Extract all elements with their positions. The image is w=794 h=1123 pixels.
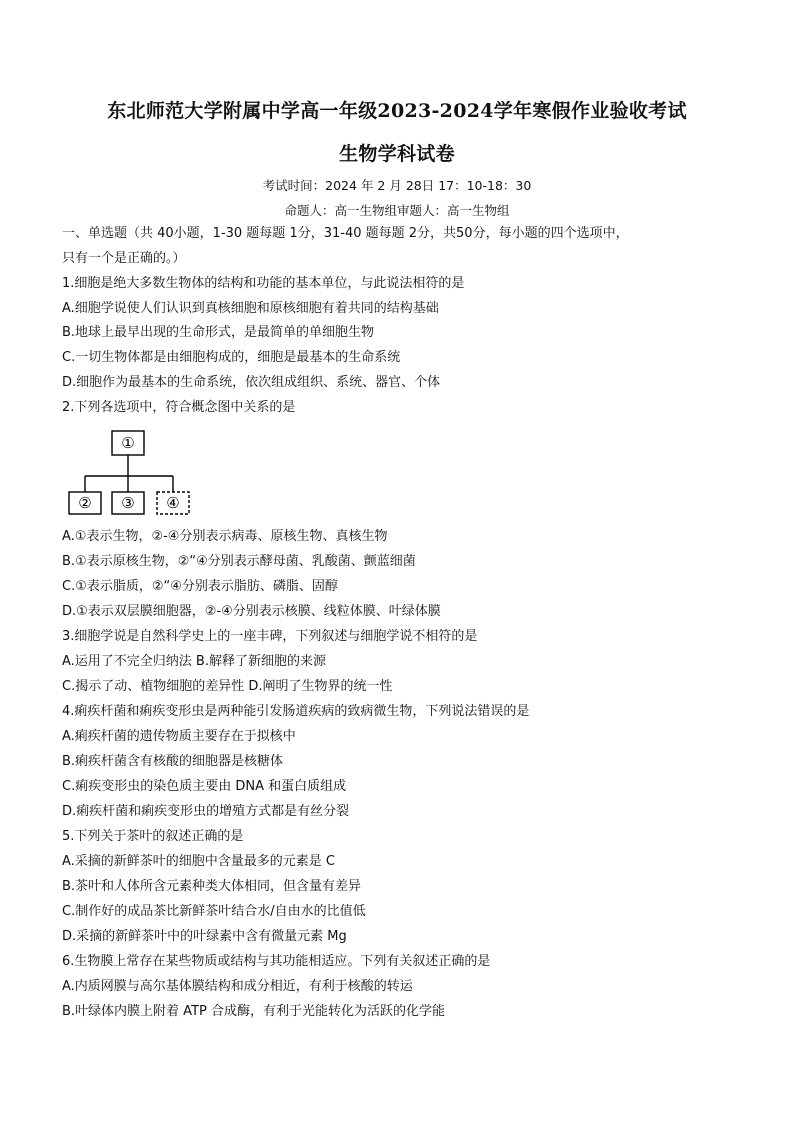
q1-option-c: C.一切生物体都是由细胞构成的，细胞是最基本的生命系统	[62, 350, 401, 365]
q2-stem: 2.下列各选项中，符合概念图中关系的是	[62, 400, 296, 415]
exam-time: 考试时间：2024 年 2 月 28日 17：10-18：30	[262, 178, 532, 193]
section-instructions-line2: 只有一个是正确的。）	[62, 251, 186, 266]
q4-option-a: A.痢疾杆菌的遗传物质主要存在于拟核中	[62, 729, 296, 744]
q2-option-c: C.①表示脂质，②“④分别表示脂肪、磷脂、固醇	[62, 579, 338, 594]
q1-option-d: D.细胞作为最基本的生命系统，依次组成组织、系统、器官、个体	[62, 375, 441, 390]
subject-title: 生物学科试卷	[339, 143, 455, 165]
q1-option-b: B.地球上最早出现的生命形式，是最简单的单细胞生物	[62, 325, 375, 340]
q1-option-a: A.细胞学说使人们认识到真核细胞和原核细胞有着共同的结构基础	[62, 301, 439, 316]
q6-option-b: B.叶绿体内膜上附着 ATP 合成酶，有利于光能转化为活跃的化学能	[62, 1004, 445, 1019]
q5-option-c: C.制作好的成品茶比新鲜茶叶结合水/自由水的比值低	[62, 904, 366, 919]
q2-option-d: D.①表示双层膜细胞器，②-④分别表示核膜、线粒体膜、叶绿体膜	[62, 604, 441, 619]
q4-option-b: B.痢疾杆菌含有核酸的细胞器是核糖体	[62, 754, 284, 769]
q5-option-a: A.采摘的新鲜茶叶的细胞中含量最多的元素是 C	[62, 854, 336, 869]
diagram-label-left: ②	[78, 494, 92, 512]
q5-option-b: B.茶叶和人体所含元素种类大体相同，但含量有差异	[62, 879, 362, 894]
q4-stem: 4.痢疾杆菌和痢疾变形虫是两种能引发肠道疾病的致病微生物，下列说法错误的是	[62, 704, 530, 719]
q5-option-d: D.采摘的新鲜茶叶中的叶绿素中含有微量元素 Mg	[62, 929, 347, 944]
q4-option-c: C.痢疾变形虫的染色质主要由 DNA 和蛋白质组成	[62, 779, 347, 794]
q2-option-a: A.①表示生物，②-④分别表示病毒、原核生物、真核生物	[62, 529, 388, 544]
q5-stem: 5.下列关于茶叶的叙述正确的是	[62, 829, 244, 844]
q6-option-a: A.内质网膜与高尔基体膜结构和成分相近，有利于核酸的转运	[62, 979, 413, 994]
concept-diagram	[62, 426, 202, 518]
exam-title: 东北师范大学附属中学高一年级2023-2024学年寒假作业验收考试	[107, 100, 687, 122]
section-instructions-line1: 一、单选题（共 40小题，1-30 题每题 1分，31-40 题每题 2分，共50分，每小题的四个选项中，	[62, 226, 629, 241]
q3-options-cd: C.揭示了动、植物细胞的差异性 D.阐明了生物界的统一性	[62, 679, 393, 694]
q1-stem: 1.细胞是绝大多数生物体的结构和功能的基本单位，与此说法相符的是	[62, 276, 465, 291]
q6-stem: 6.生物膜上常存在某些物质或结构与其功能相适应。下列有关叙述正确的是	[62, 954, 491, 969]
diagram-label-right: ④	[166, 494, 180, 512]
diagram-label-top: ①	[121, 434, 135, 452]
q3-stem: 3.细胞学说是自然科学史上的一座丰碑，下列叙述与细胞学说不相符的是	[62, 629, 478, 644]
diagram-label-middle: ③	[121, 494, 135, 512]
q3-options-ab: A.运用了不完全归纳法 B.解释了新细胞的来源	[62, 654, 326, 669]
exam-setters: 命题人：高一生物组审题人：高一生物组	[284, 203, 510, 218]
q4-option-d: D.痢疾杆菌和痢疾变形虫的增殖方式都是有丝分裂	[62, 804, 350, 819]
q2-option-b: B.①表示原核生物，②“④分别表示酵母菌、乳酸菌、颤蓝细菌	[62, 554, 416, 569]
